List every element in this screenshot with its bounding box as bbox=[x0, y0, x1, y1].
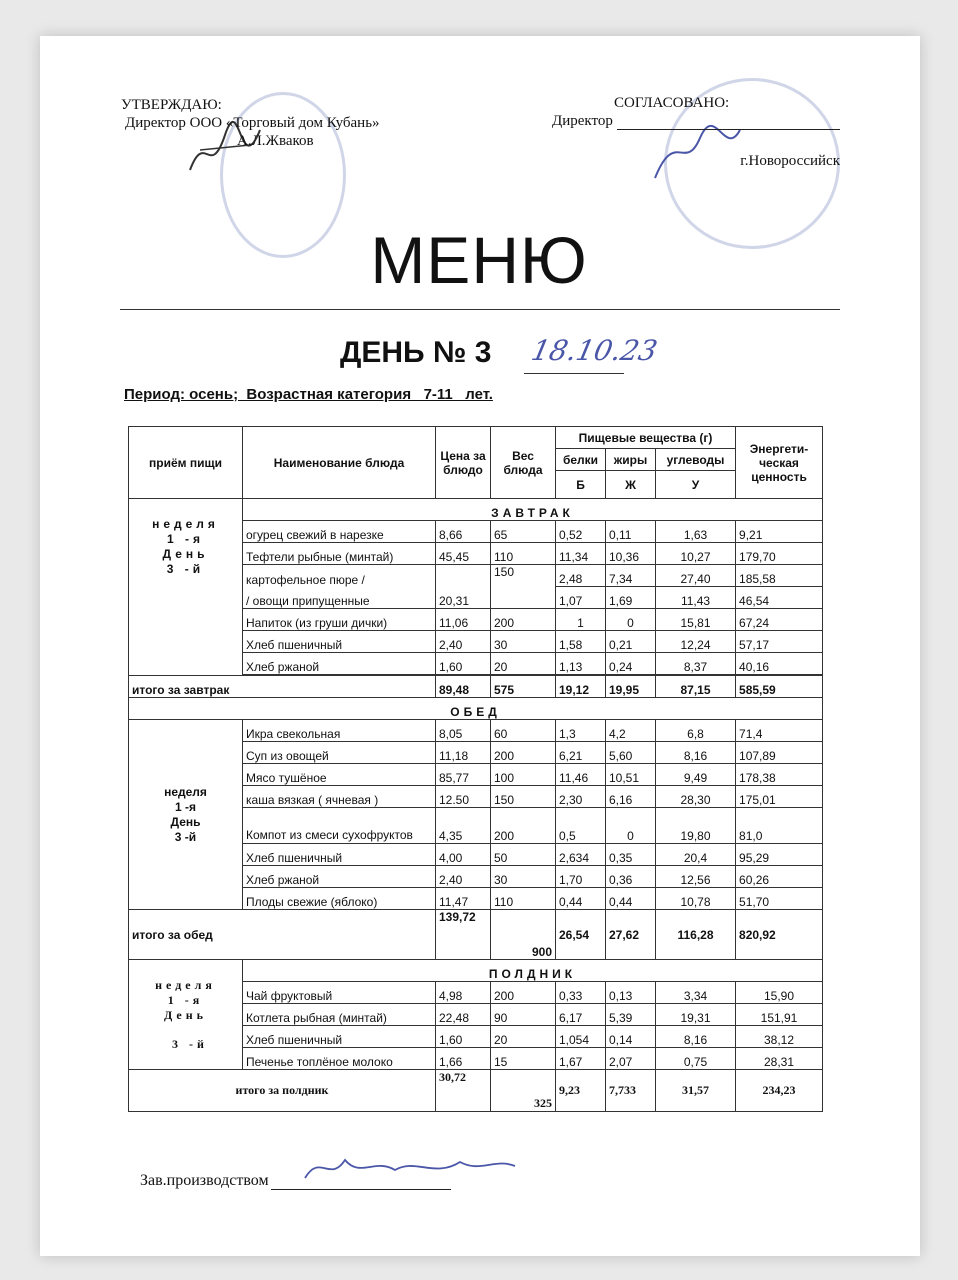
approval-block bbox=[121, 96, 380, 150]
section-breakfast: ЗАВТРАК bbox=[243, 499, 823, 521]
header-protein-short: Б bbox=[556, 471, 606, 499]
header-weight: Вес блюда bbox=[491, 427, 556, 499]
day-date-handwritten: 18.10.23 bbox=[528, 334, 661, 367]
table-row-combo: картофельное пюре / 20,31 150 2,48 7,34 27,40 185,58 bbox=[129, 565, 823, 587]
header-protein: белки bbox=[556, 449, 606, 471]
table-row: неделя 1 -я День 3 -й Икра свекольная 8,05 60 1,3 4,2 6,8 71,4 bbox=[129, 720, 823, 742]
lunch-total-row: итого за обед 139,72 900 26,54 27,62 116,28 820,92 bbox=[129, 910, 823, 960]
header-carbs-short: У bbox=[656, 471, 736, 499]
header-fat: жиры bbox=[606, 449, 656, 471]
lunch-meal-label: неделя 1 -я День 3 -й bbox=[129, 720, 243, 910]
table-row: Хлеб пшеничный 4,00 50 2,634 0,35 20,4 95,29 bbox=[129, 844, 823, 866]
table-row: Хлеб ржаной 1,60 20 1,13 0,24 8,37 40,16 bbox=[129, 653, 823, 675]
table-row: Хлеб ржаной 2,40 30 1,70 0,36 12,56 60,26 bbox=[129, 866, 823, 888]
period-line: Период: осень; Возрастная категория 7-11 лет. bbox=[124, 386, 493, 403]
header-energy: Энергети-ческая ценность bbox=[736, 427, 823, 499]
table-row: Напиток (из груши дички) 11,06 200 1 0 15,81 67,24 bbox=[129, 609, 823, 631]
header-dish: Наименование блюда bbox=[243, 427, 436, 499]
table-row: Плоды свежие (яблоко) 11,47 110 0,44 0,44 10,78 51,70 bbox=[129, 888, 823, 910]
breakfast-total-row: итого за завтрак 89,48 575 19,12 19,95 87,15 585,59 bbox=[129, 676, 823, 698]
section-lunch: ОБЕД bbox=[129, 698, 823, 720]
agreement-block bbox=[552, 94, 840, 170]
header-meal: приём пищи bbox=[129, 427, 243, 499]
table-row: Суп из овощей 11,18 200 6,21 5,60 8,16 107,89 bbox=[129, 742, 823, 764]
section-snack: ПОЛДНИК bbox=[243, 960, 823, 982]
approval-position: Директор ООО «Торговый дом Кубань» bbox=[125, 115, 380, 131]
breakfast-meal-label: неделя 1 -я День 3 -й bbox=[129, 499, 243, 676]
table-row: каша вязкая ( ячневая ) 12.50 150 2,30 6,16 28,30 175,01 bbox=[129, 786, 823, 808]
table-row: Хлеб пшеничный 2,40 30 1,58 0,21 12,24 57,17 bbox=[129, 631, 823, 653]
day-underline bbox=[524, 373, 624, 374]
approval-heading: УТВЕРЖДАЮ: bbox=[121, 97, 222, 113]
table-row: Чай фруктовый 4,98 200 0,33 0,13 3,34 15,90 bbox=[129, 982, 823, 1004]
agreement-city: г.Новороссийск bbox=[740, 153, 840, 169]
table-row: Котлета рыбная (минтай) 22,48 90 6,17 5,39 19,31 151,91 bbox=[129, 1004, 823, 1026]
header-fat-short: Ж bbox=[606, 471, 656, 499]
agreement-position: Директор bbox=[552, 113, 613, 129]
production-manager-signature bbox=[300, 1148, 520, 1188]
snack-total-row: итого за полдник 30,72 325 9,23 7,733 31,57 234,23 bbox=[129, 1070, 823, 1112]
header-carbs: углеводы bbox=[656, 449, 736, 471]
production-manager-label: Зав.производством bbox=[140, 1172, 269, 1189]
table-row: Мясо тушёное 85,77 100 11,46 10,51 9,49 178,38 bbox=[129, 764, 823, 786]
table-row-combo: / овощи припущенные 1,07 1,69 11,43 46,54 bbox=[129, 587, 823, 609]
menu-table bbox=[128, 426, 823, 1112]
snack-meal-label: неделя 1 -я День 3 -й bbox=[129, 960, 243, 1070]
table-row: огурец свежий в нарезке 8,66 65 0,52 0,11 1,63 9,21 bbox=[129, 521, 823, 543]
header-price: Цена за блюдо bbox=[436, 427, 491, 499]
approval-name: А.Л.Жваков bbox=[237, 133, 314, 149]
table-row: Печенье топлёное молоко 1,66 15 1,67 2,07 0,75 28,31 bbox=[129, 1048, 823, 1070]
day-label: ДЕНЬ № 3 bbox=[340, 336, 492, 369]
table-row: Тефтели рыбные (минтай) 45,45 110 11,34 10,36 10,27 179,70 bbox=[129, 543, 823, 565]
header-nutrients: Пищевые вещества (г) bbox=[556, 427, 736, 449]
table-row: Хлеб пшеничный 1,60 20 1,054 0,14 8,16 38,12 bbox=[129, 1026, 823, 1048]
table-row: Компот из смеси сухофруктов 4,35 200 0,5 0 19,80 81,0 bbox=[129, 808, 823, 844]
page-title: МЕНЮ bbox=[370, 223, 588, 297]
title-divider bbox=[120, 309, 840, 310]
agreement-heading: СОГЛАСОВАНО: bbox=[614, 95, 730, 111]
